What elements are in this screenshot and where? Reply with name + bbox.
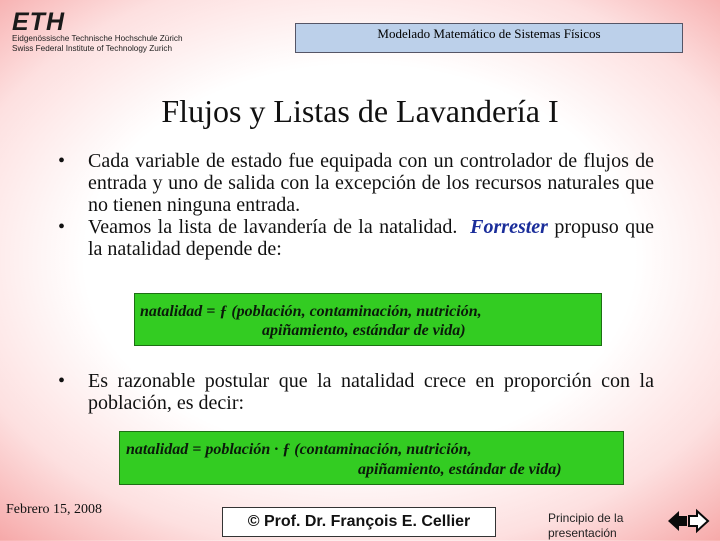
formula-2-line1: natalidad = población · ƒ (contaminación, nutrición,: [126, 441, 472, 458]
forrester-name: Forrester: [470, 216, 548, 238]
slide-title: Flujos y Listas de Lavandería I: [161, 93, 559, 129]
formula-1-line1: natalidad = ƒ (población, contaminación, nutrición,: [140, 303, 482, 320]
formula-box-1: [134, 293, 602, 346]
formula-box-2: [119, 431, 624, 485]
eth-logo-line1: Eidgenössische Technische Hochschule Zürich: [12, 34, 183, 43]
back-forward-arrows-icon[interactable]: [666, 508, 710, 534]
formula-1-line2: apiñamiento, estándar de vida): [262, 322, 466, 339]
formula-2-line2: apiñamiento, estándar de vida): [358, 461, 562, 478]
bullet-1: Cada variable de estado fue equipada con un controlador de flujos de entrada y uno de salida con la excepción de los recursos naturales que no tienen ninguna entrada.: [88, 150, 654, 216]
start-of-presentation-link[interactable]: Principio de la presentación: [548, 511, 624, 540]
copyright-box: © Prof. Dr. François E. Cellier: [222, 507, 496, 537]
footer-date: Febrero 15, 2008: [6, 502, 103, 517]
bullet-marker: •: [58, 370, 66, 392]
bullet-2-intro: Veamos la lista de lavandería de la natalidad.: [88, 216, 458, 238]
eth-logo-mark: ETH: [12, 8, 65, 36]
course-title: Modelado Matemático de Sistemas Físicos: [295, 23, 683, 53]
bullet-2: [88, 216, 654, 260]
bullet-list: [58, 150, 654, 260]
bullet-2-rest: propuso que la natalidad depende de:: [88, 216, 655, 260]
bullet-list-2: [58, 370, 654, 414]
eth-logo-line2: Swiss Federal Institute of Technology Zurich: [12, 44, 173, 53]
bullet-marker: •: [58, 216, 66, 238]
bullet-marker: •: [58, 150, 66, 172]
bullet-3: Es razonable postular que la natalidad crece en proporción con la población, es decir:: [88, 370, 654, 414]
eth-logo: [12, 10, 212, 54]
